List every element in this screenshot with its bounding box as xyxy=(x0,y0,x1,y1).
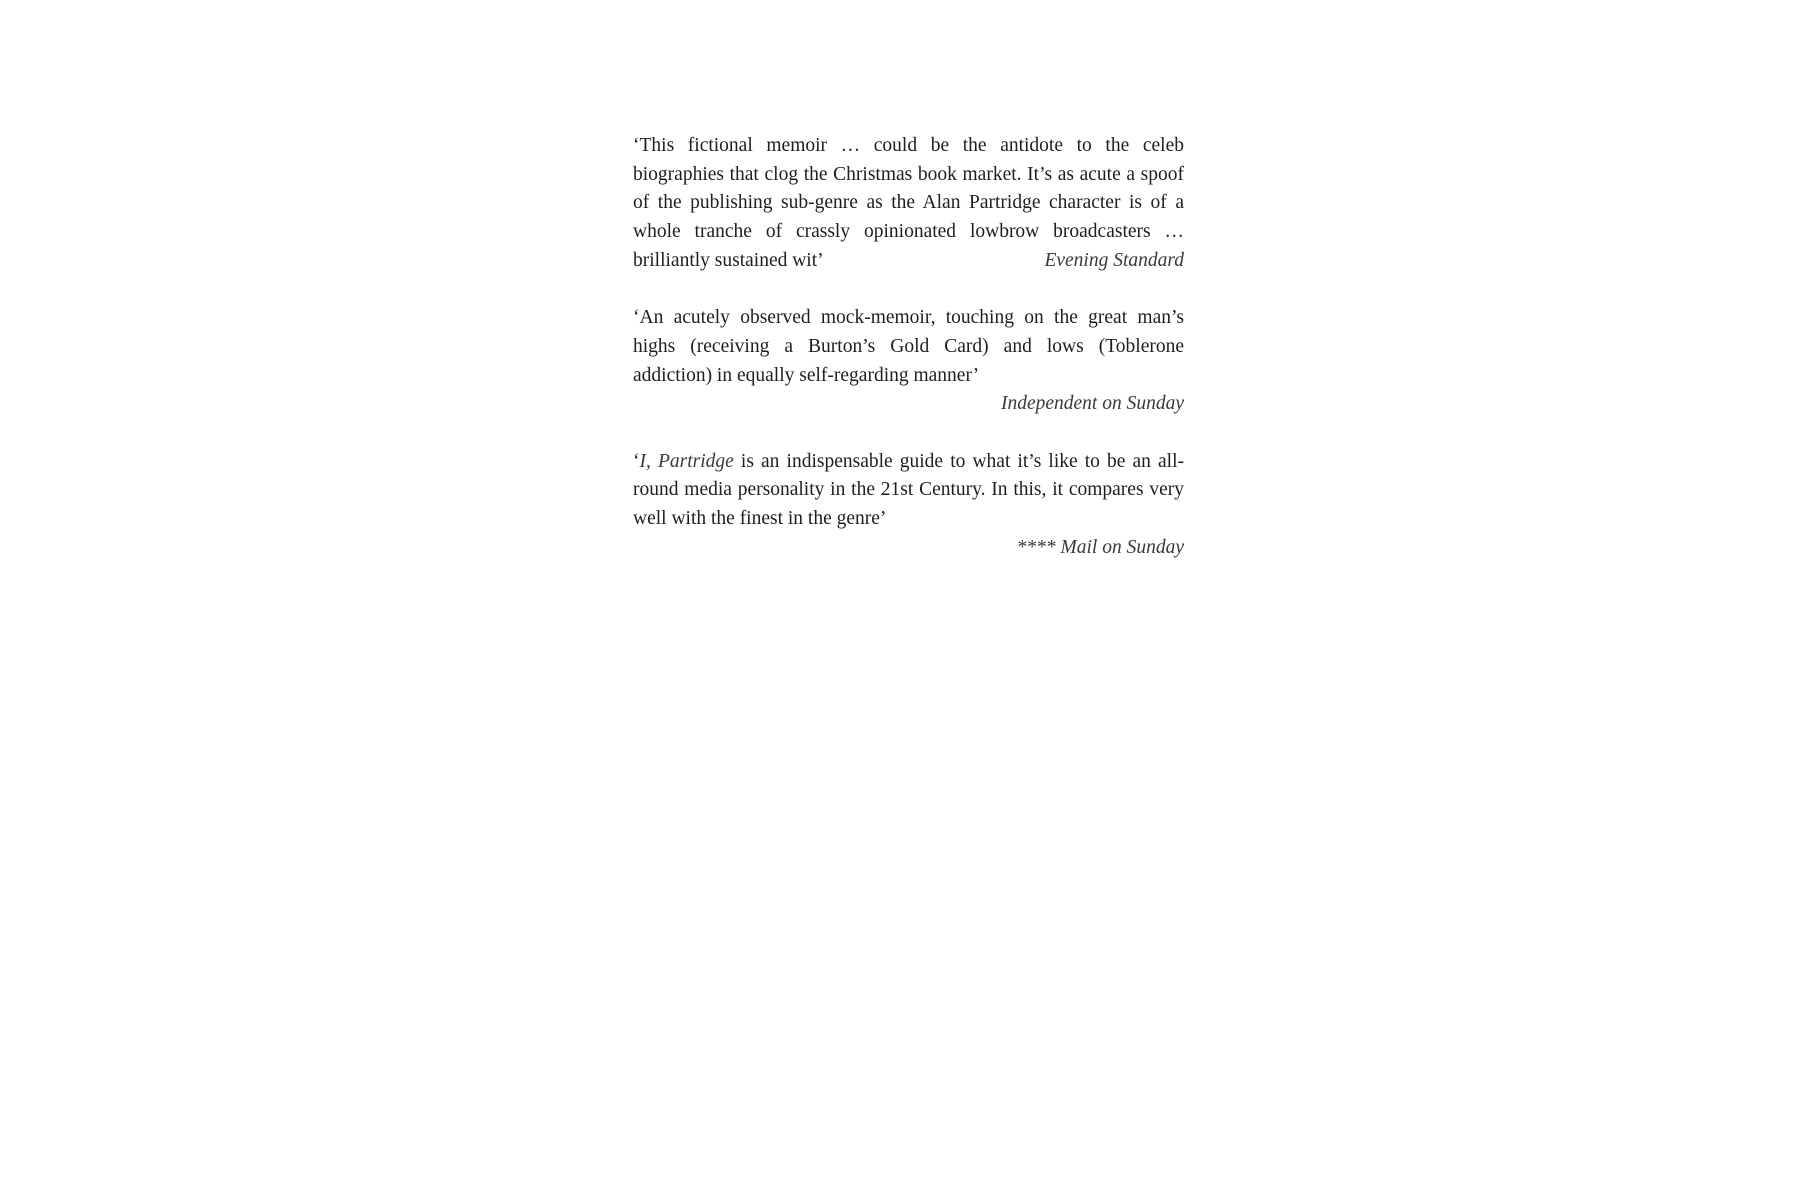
review-quote-evening-standard xyxy=(633,132,1184,276)
quote-source: Evening Standard xyxy=(1044,249,1184,271)
quote-source: Independent on Sunday xyxy=(1000,393,1184,415)
review-quotes xyxy=(633,132,1184,591)
quote-source: **** Mail on Sunday xyxy=(1016,536,1184,558)
quote-source-line xyxy=(633,390,1184,419)
quote-text xyxy=(633,304,1184,390)
review-quote-independent-on-sunday xyxy=(633,304,1184,419)
quote-open-mark: ‘ xyxy=(633,450,640,472)
quote-body: ‘This fictional memoir … could be the antidote to the celeb biographies that clog the Christmas book market. It’s as acute a spoof of the publishing sub-genre as the Alan Partridge character is of a whole tranche of crassly opinionated lowbrow broadcasters … brilliantly sustained wit’ xyxy=(633,135,1184,271)
quote-source-line xyxy=(633,534,1184,563)
quote-text xyxy=(633,448,1184,534)
quote-body: is an indispensable guide to what it’s like to be an all-round media personality in the 21st Century. In this, it compares very well with the finest in the genre’ xyxy=(633,450,1185,530)
book-title: I, Partridge xyxy=(639,450,734,472)
quote-text xyxy=(633,132,1184,276)
quote-body: ‘An acutely observed mock-memoir, touching on the great man’s highs (receiving a Burton’s Gold Card) and lows (Toblerone addiction) in equally self-regarding manner’ xyxy=(633,307,1184,386)
review-quote-mail-on-sunday xyxy=(633,448,1184,563)
